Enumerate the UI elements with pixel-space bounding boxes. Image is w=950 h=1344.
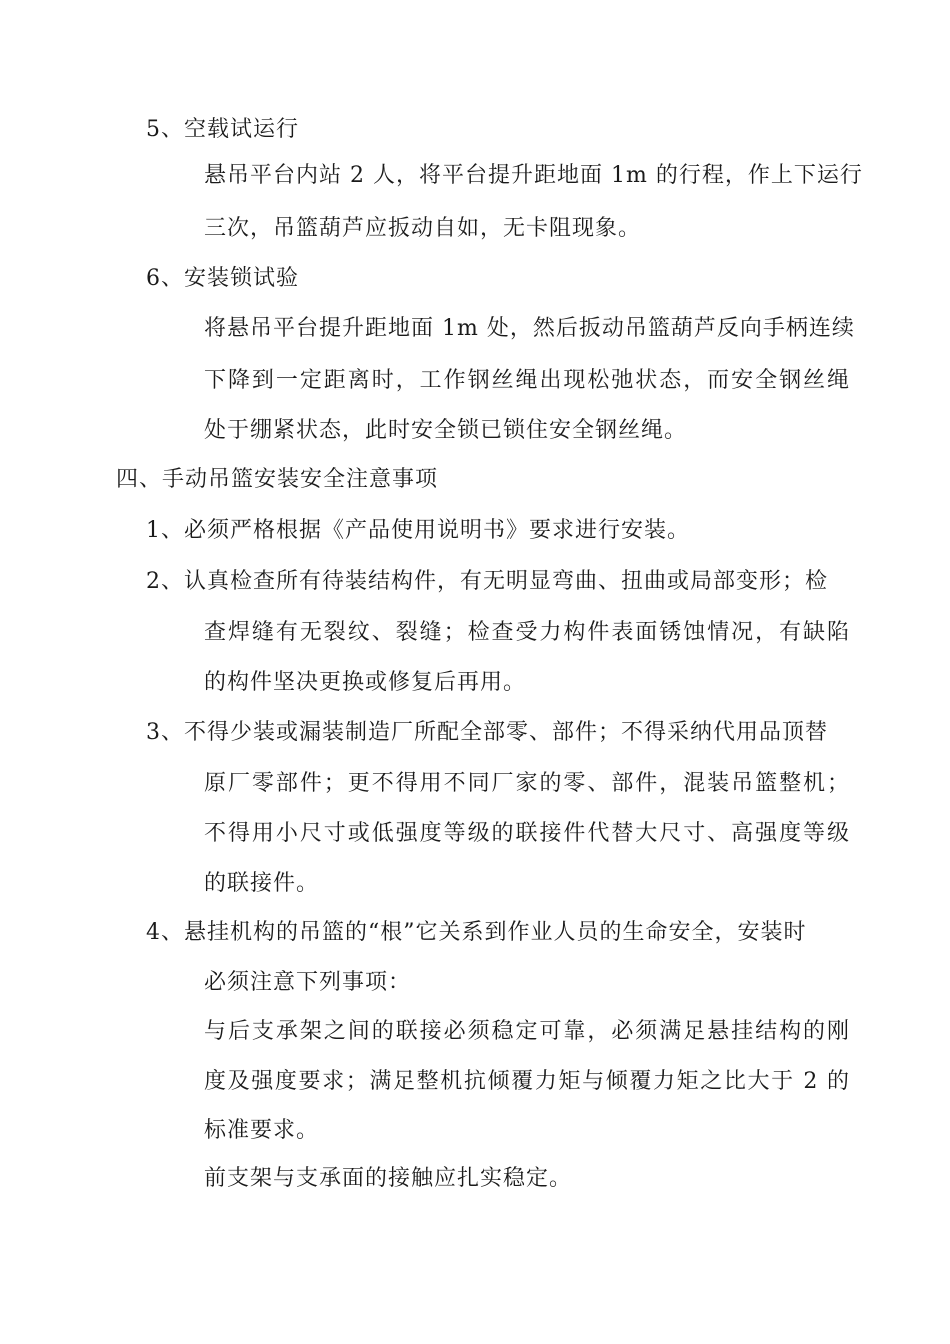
section-5-heading: 5、空载试运行 [146,117,299,142]
item-4-line-3: 与后支承架之间的联接必须稳定可靠，必须满足悬挂结构的刚 [204,1019,850,1044]
section-6-heading: 6、安装锁试验 [146,266,299,291]
item-3-line-2: 原厂零部件；更不得用不同厂家的零、部件，混装吊篮整机； [204,771,850,796]
item-4-line-4: 度及强度要求；满足整机抗倾覆力矩与倾覆力矩之比大于 2 的 [204,1069,850,1094]
item-4-line-6: 前支架与支承面的接触应扎实稳定。 [204,1166,573,1191]
item-3-line-3: 不得用小尺寸或低强度等级的联接件代替大尺寸、高强度等级 [204,821,850,846]
item-2-first-line: 2、认真检查所有待装结构件，有无明显弯曲、扭曲或局部变形；检 [146,569,828,594]
section-6-line-2: 下降到一定距离时，工作钢丝绳出现松弛状态，而安全钢丝绳 [204,368,850,393]
part-4-heading: 四、手动吊篮安装安全注意事项 [116,467,439,492]
item-3-first-line: 3、不得少装或漏装制造厂所配全部零、部件；不得采纳代用品顶替 [146,720,828,745]
item-2-line-3: 的构件坚决更换或修复后再用。 [204,670,527,695]
item-4-line-5: 标准要求。 [204,1118,320,1143]
section-6-line-3: 处于绷紧状态，此时安全锁已锁住安全钢丝绳。 [204,418,688,443]
item-1: 1、必须严格根据《产品使用说明书》要求进行安装。 [146,518,690,543]
item-3-line-4: 的联接件。 [204,871,320,896]
section-6-line-1: 将悬吊平台提升距地面 1m 处，然后扳动吊篮葫芦反向手柄连续 [204,316,855,341]
item-4-line-2: 必须注意下列事项： [204,970,412,995]
item-4-first-line: 4、悬挂机构的吊篮的“根”它关系到作业人员的生命安全，安装时 [146,920,807,945]
section-5-line-1: 悬吊平台内站 2 人，将平台提升距地面 1m 的行程，作上下运行 [204,163,863,188]
item-2-line-2: 查焊缝有无裂纹、裂缝；检查受力构件表面锈蚀情况，有缺陷 [204,620,850,645]
section-5-line-2: 三次，吊篮葫芦应扳动自如，无卡阻现象。 [204,216,642,241]
